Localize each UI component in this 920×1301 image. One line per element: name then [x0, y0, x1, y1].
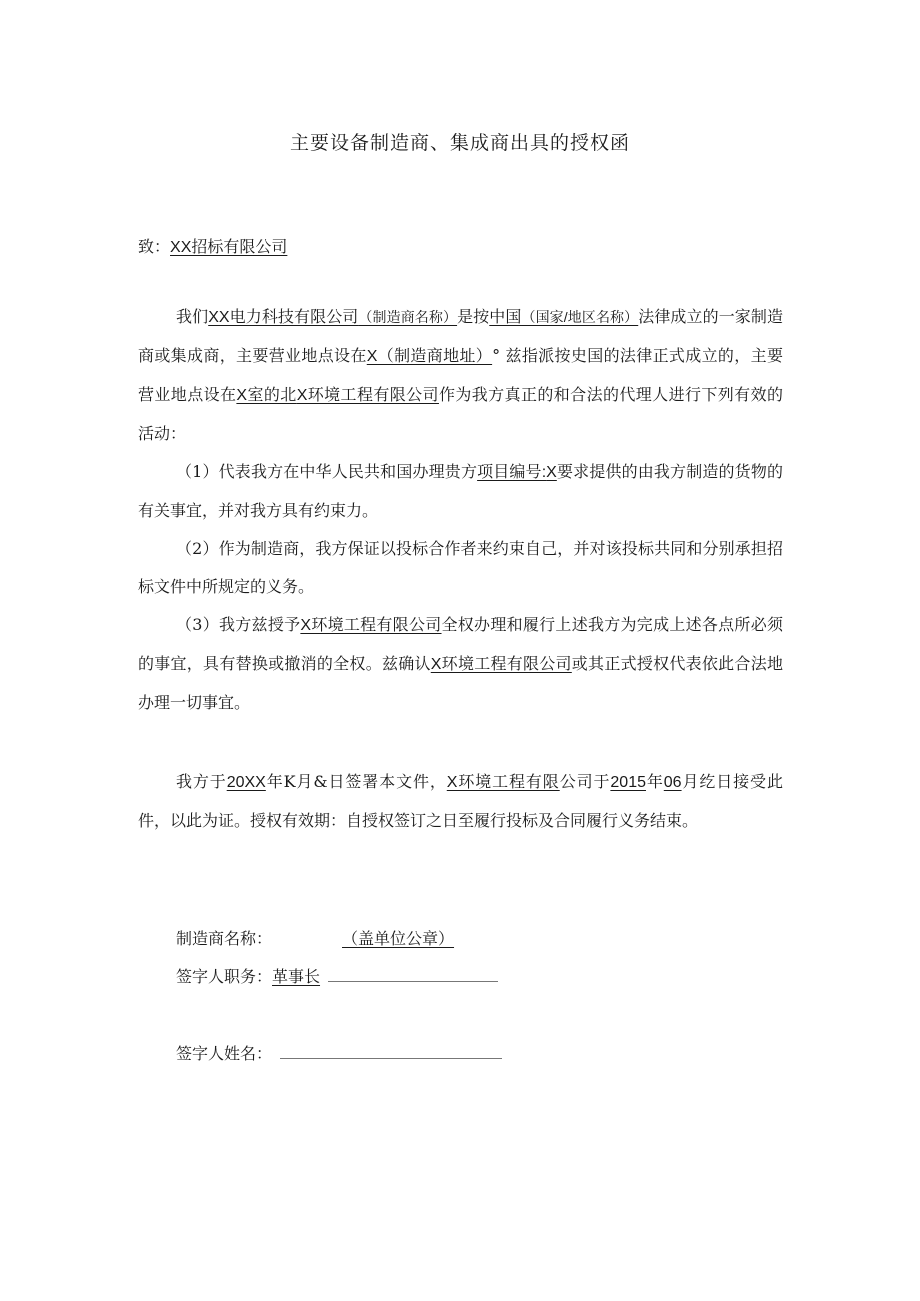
intro-text-5: 按史国: [554, 348, 604, 365]
signer-name-row: [176, 1041, 502, 1064]
signer-title-row: [176, 964, 498, 987]
addressee-prefix: 致：: [138, 237, 171, 256]
manufacturer-name: [208, 307, 457, 326]
intro-text-6: 的法律正式成立的，主要营业地点设在: [138, 346, 783, 404]
closing-agent: X环境工程有限: [446, 774, 560, 791]
item-3-text-3: 或其正式授权代表依此合法地办理一切事宜。: [138, 654, 783, 712]
intro-text-2: 是按: [457, 307, 490, 326]
signer-title-value: 革事长: [272, 967, 321, 986]
closing-text-2: 年: [265, 772, 284, 791]
country-note: （国家/地区名称）: [521, 309, 639, 325]
country-field: [489, 307, 638, 326]
intro-text-7: 作为我方真正的和合法的代理人进行下列有效的活动：: [138, 385, 783, 443]
paragraph-intro: [138, 298, 783, 453]
closing-text-3: K月&日签署本文件，: [283, 772, 447, 791]
accept-month: 06: [663, 774, 682, 791]
intro-text-4: ° 兹指派: [492, 346, 555, 365]
intro-text-3: 法律成立的一家制造商或集成商，主要营业地点设在: [138, 307, 783, 365]
signer-title-label: 签字人职务：: [176, 967, 273, 986]
item-3-agent-1: X环境工程有限公司: [300, 617, 442, 634]
item-2-text: （2）作为制造商，我方保证以投标合作者来约束自己，并对该投标共同和分别承担招标文件中所规定的义务。: [138, 539, 783, 596]
manufacturer-name-value: XX电力科技有限公司: [208, 309, 359, 326]
project-number-field: [477, 462, 557, 481]
manufacturer-name-row: [176, 926, 454, 949]
agent-field: [236, 387, 439, 404]
item-3-agent-2: X环境工程有限公司: [430, 656, 572, 673]
agent-name: X环境工程有限公司: [296, 387, 439, 404]
manufacturer-name-note: （制造商名称）: [358, 309, 458, 325]
addressee-line: [138, 234, 287, 257]
item-1-text-2: 要求提供的由我方制造的货物的有关事宜，并对我方具有约束力。: [138, 462, 783, 520]
closing-paragraph: [138, 763, 783, 840]
item-3: [138, 606, 783, 722]
manufacturer-address: X（制造商地址）: [366, 348, 493, 365]
closing-text: [138, 763, 783, 840]
signer-name-label: 签字人姓名：: [176, 1044, 273, 1063]
authorization-body: [138, 298, 783, 722]
signer-title-blank: [328, 967, 498, 982]
closing-text-4: 公司于: [559, 772, 611, 791]
page-title: 主要设备制造商、集成商出具的授权函: [289, 132, 630, 154]
closing-text-1: 我方于: [176, 772, 227, 791]
agent-address: X室的北: [236, 387, 297, 404]
manufacturer-name-label: 制造商名称：: [176, 929, 273, 948]
closing-text-5: 年: [645, 772, 664, 791]
item-3-text-2: 全权办理和履行上述我方为完成上述各点所必须的事宜，具有替换或撤消的全权。兹确认: [138, 615, 783, 673]
project-number-value: X: [546, 464, 557, 481]
country-value: 中国: [489, 307, 522, 326]
signer-name-blank: [280, 1044, 502, 1059]
item-1-text-1: （1）代表我方在中华人民共和国办理贵方: [176, 462, 478, 481]
seal-field: （盖单位公章）: [342, 929, 455, 948]
sign-year: 20XX: [226, 774, 266, 791]
accept-year: 2015: [610, 774, 646, 791]
addressee-name: XX招标有限公司: [170, 239, 288, 256]
item-1: [138, 453, 783, 530]
project-number-label: 项目编号:: [477, 464, 547, 481]
intro-text-1: 我们: [176, 307, 209, 326]
item-3-text-1: （3）我方兹授予: [176, 615, 301, 634]
closing-text-6: 月纥日接受此件，以此为证。授权有效期：自授权签订之日至履行投标及合同履行义务结束。: [138, 772, 783, 830]
item-2: [138, 530, 783, 606]
